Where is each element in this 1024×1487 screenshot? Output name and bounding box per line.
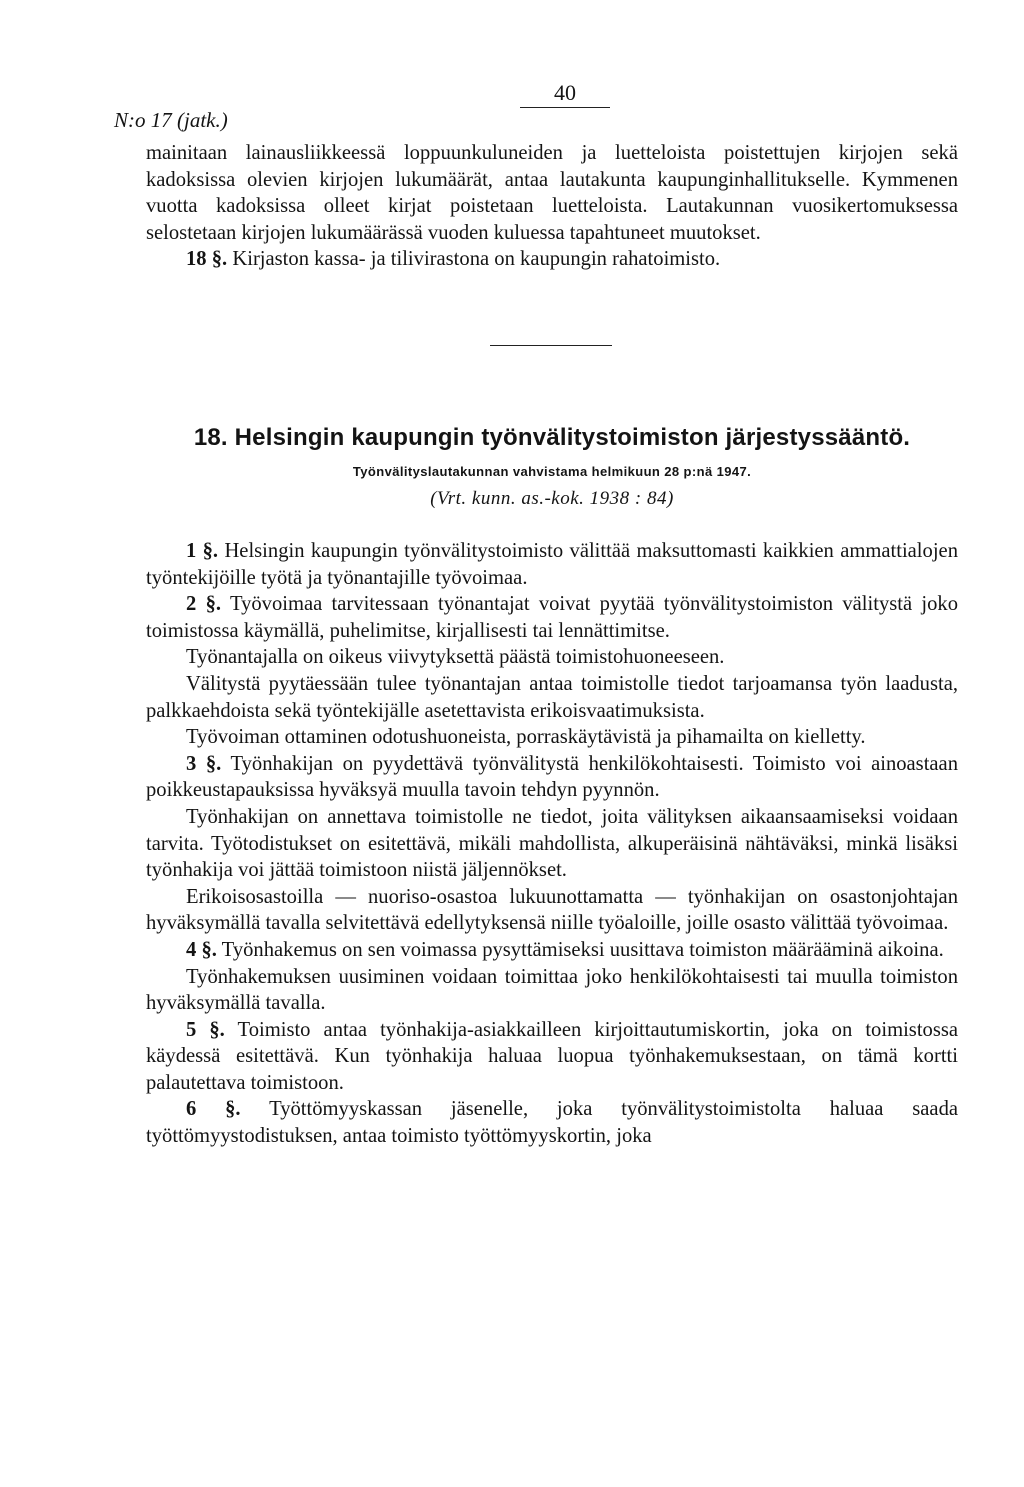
regulation-paragraph (146, 724, 958, 751)
paragraph-text: Toimisto antaa työnhakija-asiakkailleen kirjoittautumiskortin, joka on toimistossa käydessä esitettävä. Kun työnhakija haluaa luopua työnhakemuksestaan, on tämä kortti palautettava toimistoon. (146, 1018, 959, 1094)
paragraph-text: Työnantajalla on oikeus viivytyksettä päästä toimistohuoneeseen. (186, 646, 725, 669)
paragraph-text: Työnhakijan on pyydettävä työnvälitystä henkilökohtaisesti. Toimisto voi ainoastaan poikkeustapauksissa hyväksyä muulla tavoin tehdyn pyynnön. (146, 752, 958, 802)
section-number: 1 §. (186, 540, 219, 562)
section-18-paragraph (146, 246, 958, 273)
regulation-paragraph (146, 538, 958, 591)
page-number: 40 (520, 80, 610, 108)
regulation-paragraph (146, 671, 958, 724)
continuation-block (146, 140, 958, 273)
section-text: Kirjaston kassa- ja tilivirastona on kaupungin rahatoimisto. (232, 248, 721, 271)
separator-rule (490, 345, 612, 346)
running-head: N:o 17 (jatk.) (114, 108, 228, 132)
paragraph-text: Helsingin kaupungin työnvälitystoimisto välittää maksuttomasti kaikkien ammattialojen työntekijöille työtä ja työnantajille työvoimaa. (146, 540, 958, 589)
regulation-paragraph (146, 937, 958, 964)
paragraph-text: Työnhakemus on sen voimassa pysyttämiseksi uusittava toimiston määrääminä aikoina. (221, 938, 944, 961)
paragraph-text: Välitystä pyytäessään tulee työnantajan antaa toimistolle tiedot tarjoamansa työn laadusta, palkkaehdoista sekä työntekijälle asetettavista erikoisvaatimuksista. (146, 672, 958, 722)
section-number: 4 §. (186, 938, 217, 961)
paragraph-text: Työnhakijan on annettava toimistolle ne tiedot, joita välityksen aikaansaamiseksi voidaan tarvita. Työtodistukset on esitettävä, mikäli mahdollista, alkuperäisinä nähtäväksi, minkä lisäksi työnhakija voi jättää toimistoon niistä jäljennökset. (146, 805, 958, 882)
regulation-paragraph (146, 751, 958, 804)
regulation-paragraph (146, 644, 958, 671)
paragraph-text: Työttömyyskassan jäsenelle, joka työnvälitystoimistolta haluaa saada työttömyystodistuksen, antaa toimisto työttömyyskortin, joka (146, 1098, 959, 1148)
regulation-body (146, 538, 958, 1150)
section-number: 6 §. (186, 1098, 241, 1121)
continuation-paragraph: mainitaan lainausliikkeessä loppuunkuluneiden ja luetteloista poistettujen kirjojen sekä kadoksissa olevien kirjojen lukumäärät, antaa lautakunta kaupunginhallitukselle. Kymmenen vuotta kadoksissa olleet kirjat poistetaan luetteloista. Lautakunnan vuosikertomuksessa selostetaan kirjojen lukumäärässä vuoden kuluessa tapahtuneet muutokset. (146, 142, 958, 244)
regulation-paragraph (146, 884, 958, 937)
paragraph-text: Työvoiman ottaminen odotushuoneista, porraskäytävistä ja pihamailta on kielletty. (186, 726, 866, 749)
regulation-paragraph (146, 804, 958, 884)
section-number: 18 §. (186, 248, 228, 271)
paragraph-text: Työnhakemuksen uusiminen voidaan toimittaa joko henkilökohtaisesti tai muulla toimiston hyväksymällä tavalla. (146, 965, 958, 1015)
paragraph-text: Työvoimaa tarvitessaan työnantajat voivat pyytää työnvälitystoimiston välitystä joko toimistossa käymällä, puhelimitse, kirjallisesti tai lennättimitse. (146, 593, 959, 642)
regulation-paragraph (146, 591, 958, 644)
regulation-title: 18. Helsingin kaupungin työnvälitystoimiston järjestyssääntö. (193, 424, 911, 451)
section-number: 5 §. (186, 1018, 225, 1041)
paragraph-text: Erikoisosastoilla — nuoriso-osastoa lukuunottamatta — työnhakijan on osastonjohtajan hyväksymällä tavalla selvitettävä edellytyksensä niille työaloille, joille osasto välittää työvoimaa. (146, 885, 958, 935)
regulation-paragraph (146, 964, 958, 1017)
regulation-reference: (Vrt. kunn. as.-kok. 1938 : 84) (430, 488, 674, 509)
regulation-paragraph (146, 1096, 958, 1149)
regulation-paragraph (146, 1017, 958, 1097)
section-number: 2 §. (186, 593, 222, 616)
section-number: 3 §. (186, 752, 222, 775)
regulation-subtitle: Työnvälityslautakunnan vahvistama helmikuun 28 p:nä 1947. (352, 464, 752, 479)
